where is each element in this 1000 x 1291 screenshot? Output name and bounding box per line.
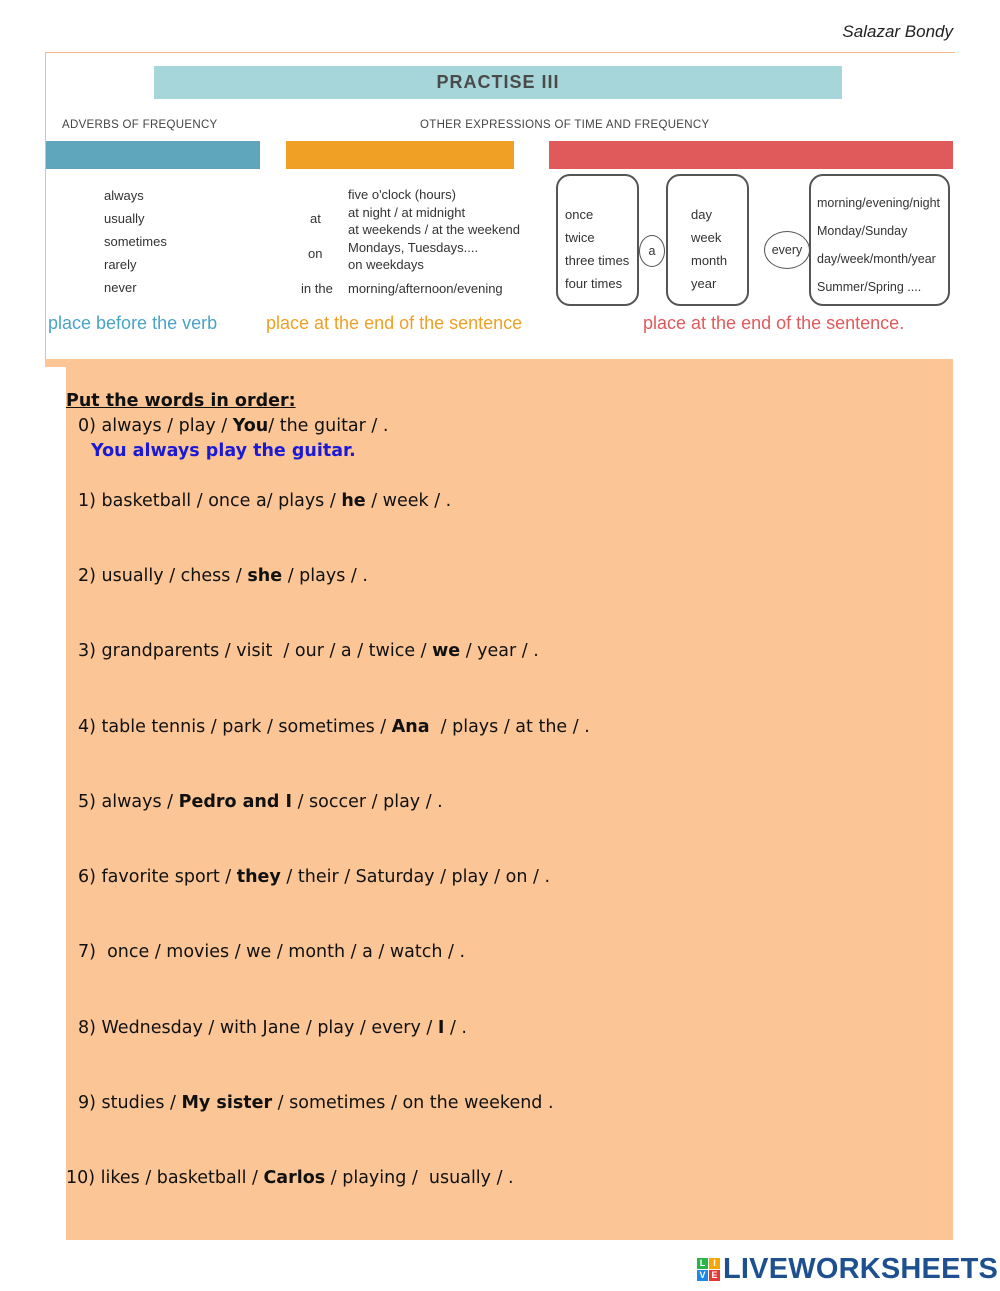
frequency-color-bar bbox=[549, 141, 953, 169]
grammar-reference-chart bbox=[45, 52, 955, 360]
counts-list bbox=[565, 203, 629, 295]
preposition-in-the: in the bbox=[301, 281, 333, 296]
exercise-panel-notch bbox=[45, 359, 66, 367]
adverbs-list bbox=[104, 184, 167, 299]
adverb-item: sometimes bbox=[104, 234, 167, 249]
adverb-item: never bbox=[104, 280, 137, 295]
every-items-list bbox=[817, 189, 940, 301]
live-blocks-icon: L I V E bbox=[697, 1258, 720, 1281]
adverb-item: always bbox=[104, 188, 144, 203]
every-item: Summer/Spring .... bbox=[817, 280, 922, 294]
time-expression: on weekdays bbox=[348, 257, 424, 272]
place-end-note-orange: place at the end of the sentence bbox=[266, 313, 523, 333]
place-end-note-red: place at the end of the sentence. bbox=[643, 313, 905, 333]
time-expression: at weekends / at the weekend bbox=[348, 222, 521, 237]
count-item: twice bbox=[565, 230, 595, 245]
prepositions-color-bar bbox=[286, 141, 514, 169]
period-item: day bbox=[691, 207, 712, 222]
other-expressions-heading: OTHER EXPRESSIONS OF TIME AND FREQUENCY bbox=[420, 119, 710, 131]
count-item: once bbox=[565, 207, 594, 222]
count-item: three times bbox=[565, 253, 630, 268]
periods-list bbox=[691, 203, 727, 295]
time-expression: five o'clock (hours) bbox=[348, 187, 456, 202]
exercise-item-10: 10) likes / basketball / Carlos / playing / usually / . bbox=[66, 1168, 514, 1188]
adverb-item: usually bbox=[104, 211, 145, 226]
adverbs-color-bar bbox=[46, 141, 260, 169]
exercise-item-5: 5) always / Pedro and I / soccer / play / . bbox=[78, 792, 443, 812]
exercise-item-9: 9) studies / My sister / sometimes / on the weekend . bbox=[78, 1093, 554, 1113]
period-item: week bbox=[691, 230, 722, 245]
time-expression: morning/afternoon/evening bbox=[348, 280, 503, 296]
preposition-on: on bbox=[308, 246, 323, 261]
adverb-item: rarely bbox=[104, 257, 137, 272]
preposition-at: at bbox=[310, 211, 321, 226]
example-answer: You always play the guitar. bbox=[91, 441, 356, 461]
exercise-item-3: 3) grandparents / visit / our / a / twice / we / year / . bbox=[78, 641, 539, 661]
example-prompt: 0) always / play / You/ the guitar / . bbox=[78, 416, 389, 436]
a-oval: a bbox=[639, 235, 665, 267]
exercise-item-1: 1) basketball / once a/ plays / he / week / . bbox=[78, 491, 452, 511]
exercise-item-2: 2) usually / chess / she / plays / . bbox=[78, 566, 368, 586]
time-expression: at night / at midnight bbox=[348, 204, 466, 220]
liveworksheets-logo[interactable] bbox=[697, 1253, 998, 1285]
author-name: Salazar Bondy bbox=[842, 22, 953, 41]
time-expression: Mondays, Tuesdays.... bbox=[348, 239, 479, 255]
exercise-item-8: 8) Wednesday / with Jane / play / every / I / . bbox=[78, 1018, 467, 1038]
every-item: day/week/month/year bbox=[817, 252, 936, 266]
every-oval: every bbox=[764, 231, 810, 269]
exercise-item-6: 6) favorite sport / they / their / Saturday / play / on / . bbox=[78, 867, 551, 887]
every-item: Monday/Sunday bbox=[817, 224, 908, 238]
period-item: month bbox=[691, 253, 728, 268]
practise-title: PRACTISE III bbox=[154, 66, 842, 99]
exercise-item-7: 7) once / movies / we / month / a / watch / . bbox=[78, 942, 466, 962]
period-item: year bbox=[691, 276, 717, 291]
logo-text: LIVEWORKSHEETS bbox=[723, 1252, 999, 1285]
exercise-heading: Put the words in order: bbox=[66, 391, 296, 411]
exercise-item-4: 4) table tennis / park / sometimes / Ana / plays / at the / . bbox=[78, 717, 590, 737]
time-expressions-list bbox=[348, 186, 520, 297]
adverbs-heading: ADVERBS OF FREQUENCY bbox=[62, 119, 218, 131]
every-item: morning/evening/night bbox=[817, 196, 940, 210]
place-before-verb-note: place before the verb bbox=[48, 313, 218, 333]
count-item: four times bbox=[565, 276, 623, 291]
